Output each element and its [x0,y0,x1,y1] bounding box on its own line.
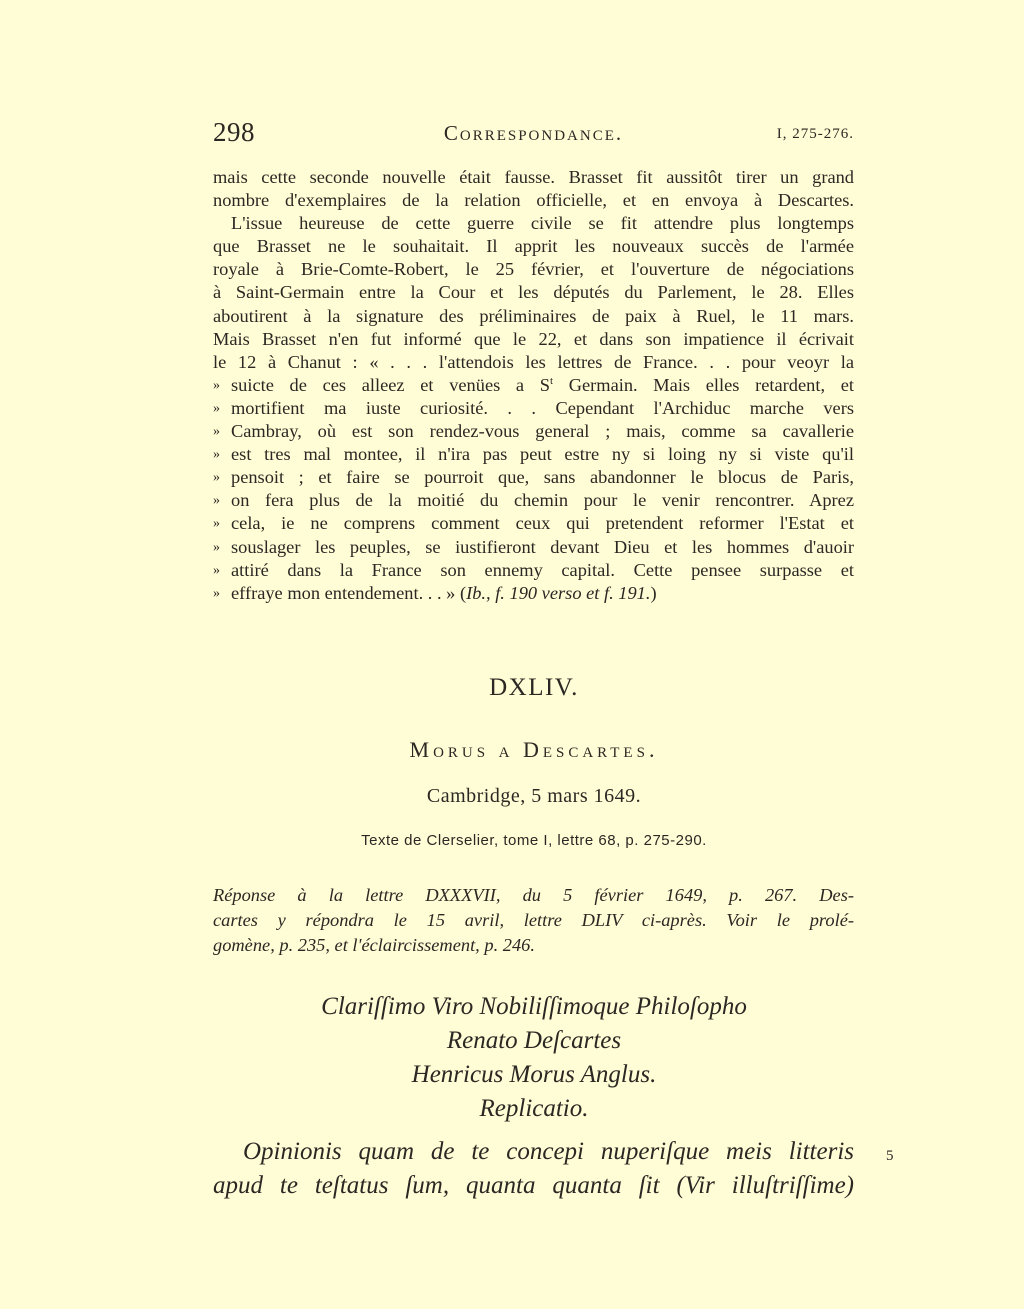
address-line: Renato Deſcartes [446,1027,622,1054]
superscript: t [549,374,554,387]
quote-mark: » [213,539,220,555]
quote-mark: » [213,377,220,393]
quote-mark: » [213,516,220,532]
margin-line-number: 5 [886,1148,894,1164]
address-line: Clariſſimo Viro Nobiliſſimoque Philoſopho [321,993,747,1020]
text-line: L'issue heureuse de cette guerre civile se fit attendre plus longtemps [231,213,854,234]
letter-body-line: apud te teſtatus ſum, quanta quanta ſit (Vir illuſtriſſime) [213,1172,854,1199]
quote-text: Cambray, où est son rendez-vous general ; mais, comme sa cavallerie [231,421,854,442]
quote-text-part: effraye mon entendement. . . » ( [231,582,467,603]
previous-letter-notes [213,166,854,605]
text-line: que Brasset ne le souhaitait. Il apprit les nouveaux succès de l'armée [213,236,854,257]
page-number: 298 [213,117,255,147]
quote-mark: » [213,493,220,509]
editor-note-line: gomène, p. 235, et l'éclaircissement, p. 246. [213,935,535,955]
address-block [0,990,1024,1126]
letter-body-line: Opinionis quam de te concepi nuperiſque meis litteris [243,1138,854,1165]
letter-place-date: Cambridge, 5 mars 1649. [426,785,642,807]
text-line: Mais Brasset n'en fut informé que le 22, et dans son impatience il écrivait [213,328,854,349]
quote-line [213,536,854,559]
text-line: aboutirent à la signature des préliminaires de paix à Ruel, le 11 mars. [213,305,854,326]
quote-text-part: ) [650,582,657,603]
quote-line [213,397,854,420]
quote-line [213,443,854,466]
quote-line [213,420,854,443]
quote-text: est tres mal montee, il n'ira pas peut estre ny si loing ny si viste qu'il [231,444,854,465]
letter-source: Texte de Clerselier, tome I, lettre 68, p. 275-290. [361,832,707,849]
quote-line [213,512,854,535]
quote-text: mortifient ma iuste curiosité. . . Cependant l'Archiduc marche vers [231,397,854,418]
quote-text: on fera plus de la moitié du chemin pour le venir rencontrer. Aprez [231,490,854,511]
quote-mark: » [213,562,220,578]
address-line: Replicatio. [479,1095,589,1122]
editor-note [213,883,854,958]
quote-line [213,489,854,512]
quote-line [213,466,854,489]
text-line: nombre d'exemplaires de la relation officielle, et en envoya à Descartes. [213,190,854,211]
quote-mark: » [213,400,220,416]
running-reference: I, 275-276. [776,126,854,142]
quote-line [213,582,854,605]
quote-mark: » [213,470,220,486]
quote-text: cela, ie ne comprens comment ceux qui pretendent reformer l'Estat et [231,513,854,534]
quote-text: pensoit ; et faire se pourroit que, sans abandonner le blocus de Paris, [231,467,854,488]
letter-body [213,1135,854,1203]
quote-mark: » [213,585,220,601]
quote-text [231,582,854,605]
quote-mark: » [213,447,220,463]
running-title: Correspondance. [443,121,624,145]
quote-line [213,374,854,397]
letter-title: Morus a Descartes. [409,737,659,762]
letter-number: DXLIV. [489,674,579,701]
source-reference: Ib., f. 190 verso et f. 191. [466,582,651,603]
text-line: royale à Brie-Comte-Robert, le 25 février, et l'ouverture de négociations [213,259,854,280]
text-line: mais cette seconde nouvelle était fausse. Brasset fit aussitôt tirer un grand [213,167,854,187]
editor-note-line: Réponse à la lettre DXXXVII, du 5 février 1649, p. 267. Des- [213,885,854,905]
quote-mark: » [213,424,220,440]
quote-text-part: Germain. Mais elles retardent, et [553,374,854,395]
editor-note-line: cartes y répondra le 15 avril, lettre DLIV ci-après. Voir le prolé- [213,910,854,930]
quote-line [213,559,854,582]
quote-text: souslager les peuples, se iustifieront devant Dieu et les hommes d'auoir [231,536,854,557]
quote-text [231,374,854,397]
quote-text: attiré dans la France son ennemy capital. Cette pensee surpasse et [231,559,854,580]
running-head [213,117,854,153]
text-line: à Saint-Germain entre la Cour et les députés du Parlement, le 28. Elles [213,282,854,303]
text-line: le 12 à Chanut : « . . . l'attendois les lettres de France. . . pour veoyr la [213,351,854,372]
quote-text-part: suicte de ces alleez et venües a S [231,374,550,395]
address-line: Henricus Morus Anglus. [411,1061,657,1088]
